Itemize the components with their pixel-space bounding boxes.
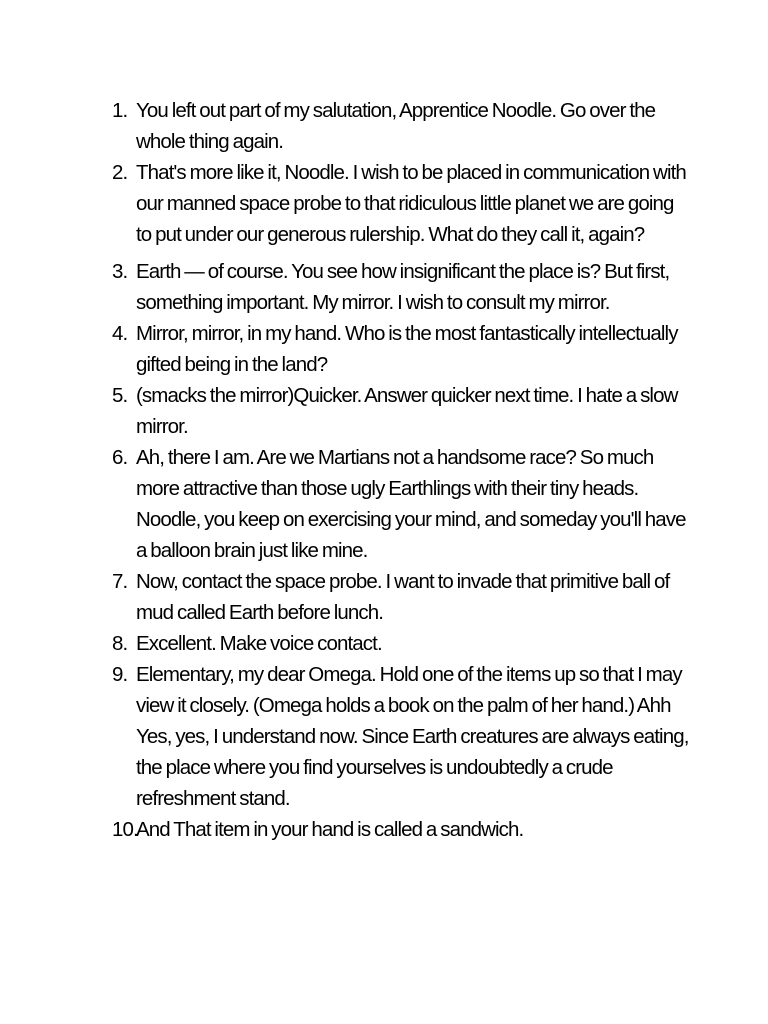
list-item (112, 95, 692, 157)
item-number: 5. (112, 384, 128, 407)
list-item (112, 442, 692, 566)
list-item (112, 628, 692, 659)
list-item (112, 256, 692, 318)
item-number: 3. (112, 260, 128, 283)
item-text: Ah, there I am. Are we Martians not a handsome race? So much more attractive than those ugly Earthlings with their tiny heads. Noodle, you keep on exercising your mind, and someday you'll have a balloon brain just like mine. (136, 446, 686, 562)
item-number: 4. (112, 322, 128, 345)
item-text: Earth — of course. You see how insignificant the place is? But first, something important. My mirror. I wish to consult my mirror. (136, 260, 670, 314)
list-item (112, 566, 692, 628)
item-text: That's more like it, Noodle. I wish to be placed in communication with our manned space probe to that ridiculous little planet we are going to put under our generous rulership. What do they call it, again? (136, 161, 686, 246)
item-number: 10. (112, 818, 138, 841)
list-item (112, 157, 692, 250)
list-item (112, 318, 692, 380)
item-text: Now, contact the space probe. I want to invade that primitive ball of mud called Earth before lunch. (136, 570, 670, 624)
list-item (112, 380, 692, 442)
item-text: Elementary, my dear Omega. Hold one of the items up so that I may view it closely. (Omega holds a book on the palm of her hand.) Ahh Yes, yes, I understand now. Since Earth creatures are always eating, the place where you find yourselves is undoubtedly a crude refreshment stand. (136, 663, 689, 810)
item-text: You left out part of my salutation, Apprentice Noodle. Go over the whole thing again. (136, 99, 656, 153)
item-text: And That item in your hand is called a sandwich. (136, 818, 524, 841)
script-lines-list (112, 95, 692, 845)
item-text: Mirror, mirror, in my hand. Who is the most fantastically intellectually gifted being in the land? (136, 322, 678, 376)
item-number: 9. (112, 663, 128, 686)
item-number: 1. (112, 99, 128, 122)
item-number: 8. (112, 632, 128, 655)
item-number: 2. (112, 161, 128, 184)
item-text: Excellent. Make voice contact. (136, 632, 382, 655)
list-item (112, 659, 692, 814)
item-number: 6. (112, 446, 128, 469)
item-number: 7. (112, 570, 128, 593)
list-item (112, 814, 692, 845)
item-text: (smacks the mirror)Quicker. Answer quicker next time. I hate a slow mirror. (136, 384, 678, 438)
